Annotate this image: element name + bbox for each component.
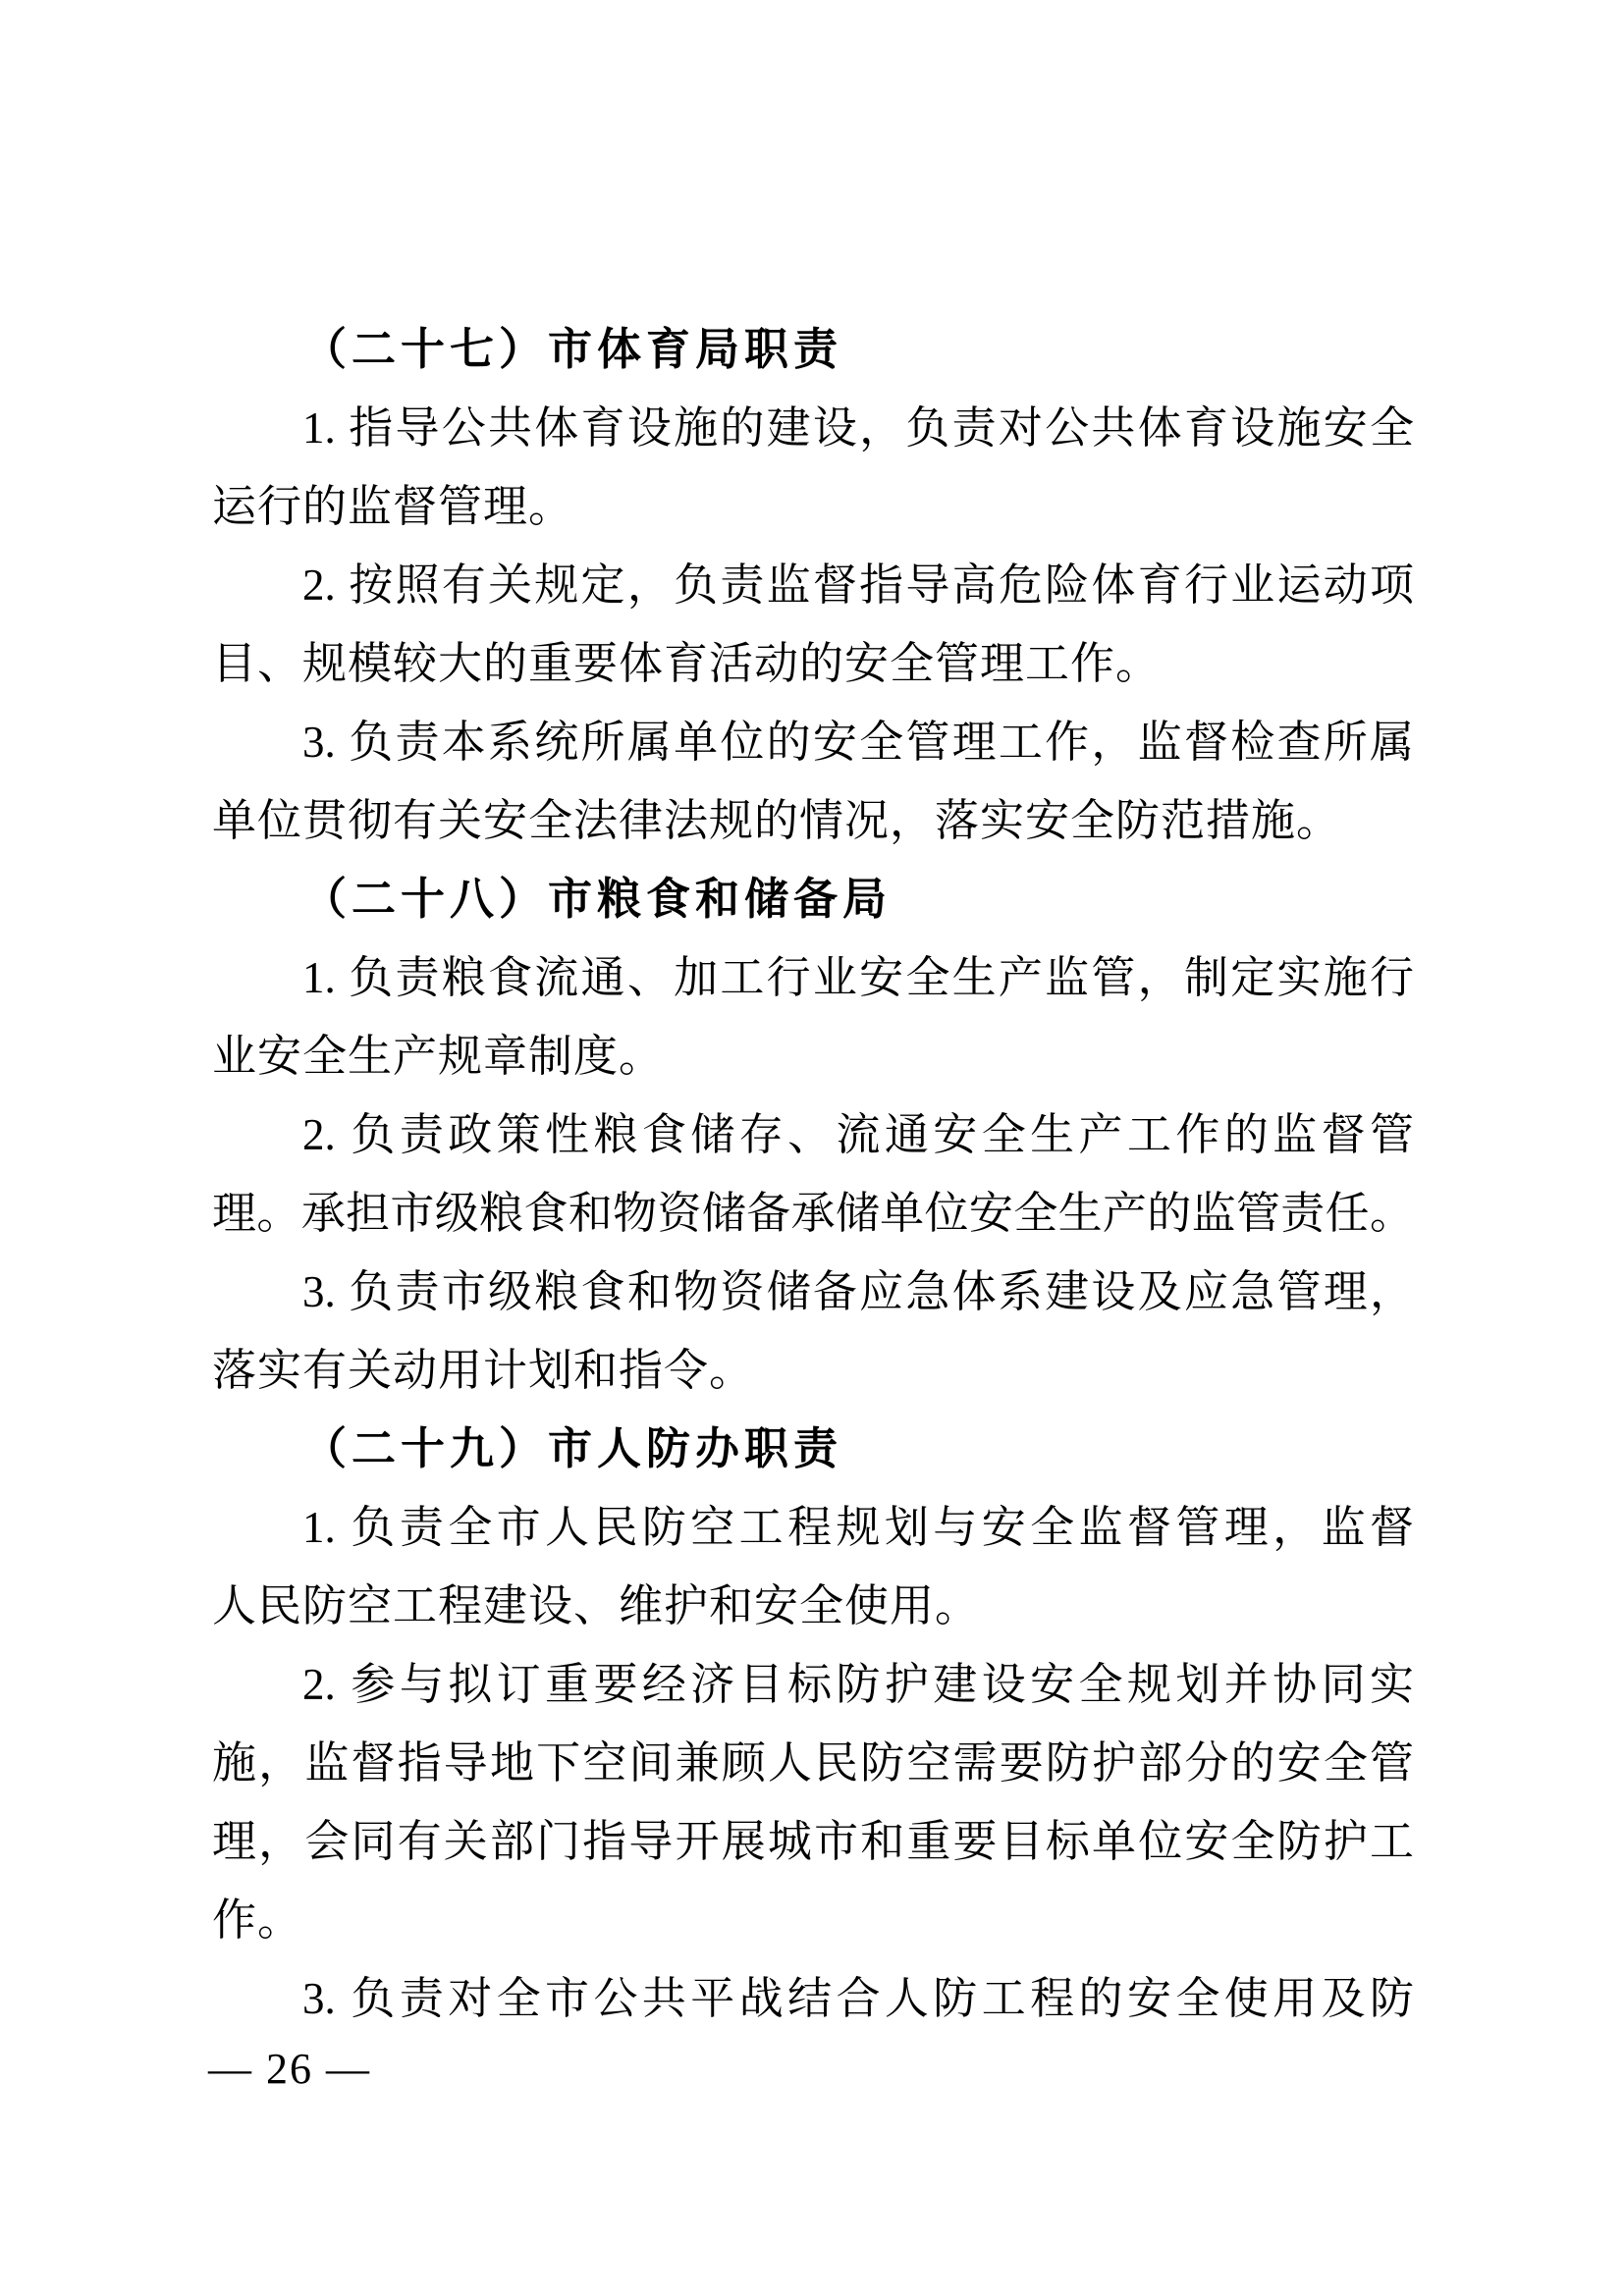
text-line: 理。承担市级粮食和物资储备承储单位安全生产的监管责任。 bbox=[212, 1189, 1414, 1238]
text-line: 2. 按照有关规定，负责监督指导高危险体育行业运动项 bbox=[302, 561, 1414, 610]
text-line: 2. 负责政策性粮食储存、流通安全生产工作的监督管 bbox=[302, 1110, 1414, 1159]
section-heading: （二十七）市体育局职责 bbox=[302, 325, 843, 374]
text-line: 施，监督指导地下空间兼顾人民防空需要防护部分的安全管 bbox=[212, 1738, 1414, 1788]
text-line: 目、规模较大的重要体育活动的安全管理工作。 bbox=[212, 639, 1162, 688]
text-line: 理，会同有关部门指导开展城市和重要目标单位安全防护工 bbox=[212, 1817, 1414, 1866]
text-line: 1. 负责全市人民防空工程规划与安全监督管理，监督 bbox=[302, 1503, 1414, 1552]
section-heading: （二十九）市人防办职责 bbox=[302, 1424, 843, 1473]
text-line: 3. 负责市级粮食和物资储备应急体系建设及应急管理， bbox=[302, 1267, 1414, 1316]
section-heading: （二十八）市粮食和储备局 bbox=[302, 875, 893, 924]
text-line: 1. 指导公共体育设施的建设，负责对公共体育设施安全 bbox=[302, 403, 1414, 453]
text-line: 3. 负责本系统所属单位的安全管理工作，监督检查所属 bbox=[302, 718, 1414, 767]
text-line: 2. 参与拟订重要经济目标防护建设安全规划并协同实 bbox=[302, 1660, 1414, 1709]
text-line: 业安全生产规章制度。 bbox=[212, 1032, 665, 1081]
text-line: 单位贯彻有关安全法律法规的情况，落实安全防范措施。 bbox=[212, 796, 1342, 845]
text-line: 人民防空工程建设、维护和安全使用。 bbox=[212, 1581, 981, 1630]
document-body bbox=[212, 310, 1414, 2038]
page-number: — 26 — bbox=[208, 2045, 371, 2093]
text-line: 1. 负责粮食流通、加工行业安全生产监管，制定实施行 bbox=[302, 953, 1414, 1002]
text-line: 运行的监督管理。 bbox=[212, 482, 574, 531]
text-line: 作。 bbox=[212, 1896, 303, 1945]
text-line: 落实有关动用计划和指令。 bbox=[212, 1346, 755, 1395]
text-line: 3. 负责对全市公共平战结合人防工程的安全使用及防 bbox=[302, 1974, 1414, 2023]
